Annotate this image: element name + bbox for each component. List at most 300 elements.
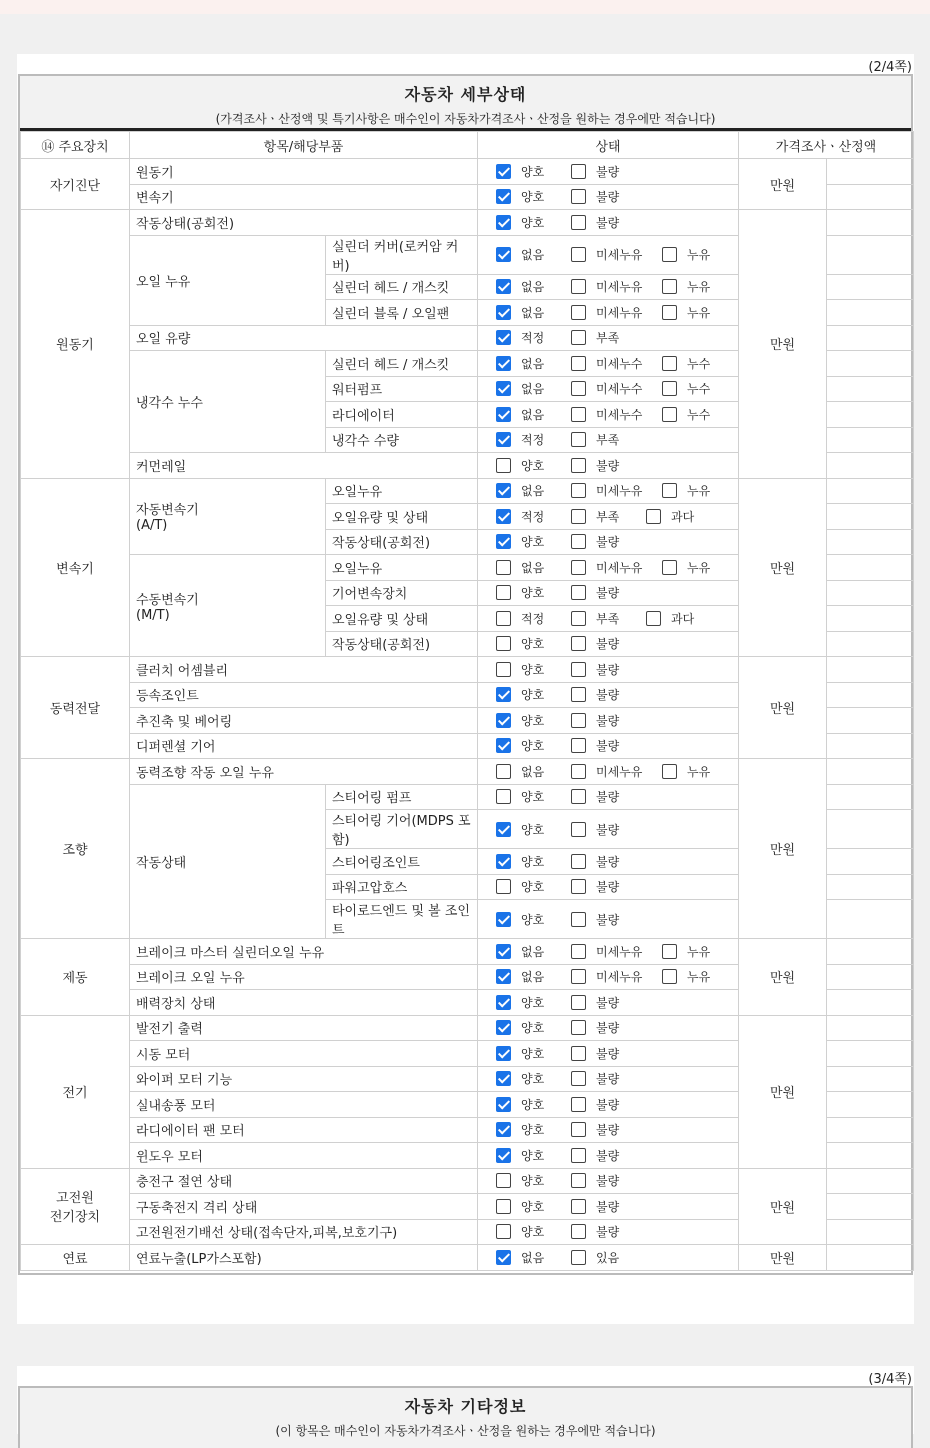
other-info-subtitle: (이 항목은 매수인이 자동차가격조사ㆍ산정을 원하는 경우에만 적습니다): [275, 1424, 656, 1438]
status-options: [478, 810, 739, 849]
checkbox-unchecked[interactable]: [662, 381, 677, 396]
checkbox-checked[interactable]: [496, 995, 511, 1010]
other-info-frame: [18, 1386, 913, 1448]
price-unit: 만원: [739, 759, 827, 939]
checkbox-unchecked[interactable]: [496, 879, 511, 894]
checkbox-unchecked[interactable]: [571, 713, 586, 728]
option-label: 양호: [521, 1097, 545, 1112]
item-name: 고전원전기배선 상태(접속단자,피복,보호기구): [130, 1219, 478, 1245]
price-input-cell[interactable]: [827, 849, 914, 875]
price-input-cell[interactable]: [827, 682, 914, 708]
price-input-cell[interactable]: [827, 529, 914, 555]
sub-item-name: 실린더 블록 / 오일팬: [326, 300, 478, 326]
sub-item-name: 워터펌프: [326, 376, 478, 402]
checkbox-unchecked[interactable]: [571, 611, 586, 626]
item-name: 커먼레일: [130, 453, 478, 479]
item-name: 변속기: [130, 184, 478, 210]
item-name: 작동상태: [130, 784, 326, 939]
price-input-cell[interactable]: [827, 427, 914, 453]
option-label: 누유: [687, 944, 711, 959]
price-input-cell[interactable]: [827, 351, 914, 377]
checkbox-unchecked[interactable]: [571, 1148, 586, 1163]
status-options: [478, 504, 739, 530]
price-input-cell[interactable]: [827, 453, 914, 479]
option-label: 불량: [596, 854, 620, 869]
device-name: 조향: [21, 759, 130, 939]
checkbox-unchecked[interactable]: [571, 1199, 586, 1214]
checkbox-checked[interactable]: [496, 189, 511, 204]
checkbox-unchecked[interactable]: [571, 215, 586, 230]
price-unit: 만원: [739, 657, 827, 759]
status-options: [478, 235, 739, 274]
checkbox-unchecked[interactable]: [646, 611, 661, 626]
checkbox-checked[interactable]: [496, 164, 511, 179]
option-label: 누유: [687, 280, 711, 295]
price-input-cell[interactable]: [827, 900, 914, 939]
device-name: 자기진단: [21, 159, 130, 210]
checkbox-unchecked[interactable]: [571, 1097, 586, 1112]
status-options: [478, 325, 739, 351]
item-name: 라디에이터 팬 모터: [130, 1117, 478, 1143]
status-options: [478, 478, 739, 504]
checkbox-checked[interactable]: [496, 1250, 511, 1265]
option-label: 적정: [521, 611, 545, 626]
checkbox-unchecked[interactable]: [571, 1250, 586, 1265]
option-label: 불량: [596, 790, 620, 805]
checkbox-unchecked[interactable]: [571, 912, 586, 927]
price-input-cell[interactable]: [827, 325, 914, 351]
checkbox-unchecked[interactable]: [571, 356, 586, 371]
option-label: 누유: [687, 305, 711, 320]
checkbox-unchecked[interactable]: [571, 164, 586, 179]
checkbox-checked[interactable]: [496, 1097, 511, 1112]
item-name: 등속조인트: [130, 682, 478, 708]
device-name: 고전원 전기장치: [21, 1168, 130, 1245]
status-options: [478, 657, 739, 683]
sub-item-name: 실린더 헤드 / 개스킷: [326, 351, 478, 377]
checkbox-unchecked[interactable]: [571, 789, 586, 804]
checkbox-checked[interactable]: [496, 944, 511, 959]
status-options: [478, 376, 739, 402]
checkbox-checked[interactable]: [496, 381, 511, 396]
option-label: 양호: [521, 1021, 545, 1036]
price-input-cell[interactable]: [827, 274, 914, 300]
checkbox-unchecked[interactable]: [571, 1046, 586, 1061]
checkbox-checked[interactable]: [496, 822, 511, 837]
option-label: 없음: [521, 356, 545, 371]
device-name: 연료: [21, 1245, 130, 1271]
checkbox-unchecked[interactable]: [571, 509, 586, 524]
option-label: 부족: [596, 331, 620, 346]
option-label: 미세누유: [596, 764, 643, 779]
checkbox-unchecked[interactable]: [571, 483, 586, 498]
option-label: 불량: [596, 1046, 620, 1061]
inspection-table: [20, 131, 914, 1271]
price-input-cell[interactable]: [827, 235, 914, 274]
device-name: 동력전달: [21, 657, 130, 759]
price-input-cell[interactable]: [827, 733, 914, 759]
item-name: 윈도우 모터: [130, 1143, 478, 1169]
checkbox-unchecked[interactable]: [496, 662, 511, 677]
option-label: 불량: [596, 586, 620, 601]
price-input-cell[interactable]: [827, 478, 914, 504]
price-input-cell[interactable]: [827, 810, 914, 849]
price-input-cell[interactable]: [827, 1117, 914, 1143]
checkbox-unchecked[interactable]: [571, 279, 586, 294]
page-number: (3/4쪽): [868, 1372, 912, 1387]
price-input-cell[interactable]: [827, 300, 914, 326]
price-input-cell[interactable]: [827, 1219, 914, 1245]
price-input-cell[interactable]: [827, 1194, 914, 1220]
option-label: 있음: [596, 1250, 620, 1265]
checkbox-checked[interactable]: [496, 305, 511, 320]
col-header-price: 가격조사ㆍ산정액: [739, 132, 914, 159]
table-row: [21, 210, 914, 236]
status-options: [478, 874, 739, 900]
table-row: [21, 939, 914, 965]
checkbox-unchecked[interactable]: [571, 1071, 586, 1086]
checkbox-unchecked[interactable]: [496, 1173, 511, 1188]
status-options: [478, 682, 739, 708]
checkbox-checked[interactable]: [496, 509, 511, 524]
option-label: 불량: [596, 912, 620, 927]
option-label: 불량: [596, 713, 620, 728]
status-options: [478, 210, 739, 236]
item-name: 브레이크 마스터 실린더오일 누유: [130, 939, 478, 965]
sub-item-name: 실린더 커버(로커암 커버): [326, 235, 478, 274]
price-input-cell[interactable]: [827, 964, 914, 990]
checkbox-unchecked[interactable]: [571, 687, 586, 702]
option-label: 누수: [687, 356, 711, 371]
checkbox-unchecked[interactable]: [662, 407, 677, 422]
form-subtitle: (가격조사ㆍ산정액 및 특기사항은 매수인이 자동차가격조사ㆍ산정을 원하는 경우에만 적습니다): [215, 112, 716, 126]
status-options: [478, 453, 739, 479]
checkbox-unchecked[interactable]: [662, 305, 677, 320]
price-input-cell[interactable]: [827, 1245, 914, 1271]
checkbox-checked[interactable]: [496, 279, 511, 294]
option-label: 양호: [521, 586, 545, 601]
checkbox-unchecked[interactable]: [496, 764, 511, 779]
option-label: 없음: [521, 305, 545, 320]
status-options: [478, 1143, 739, 1169]
price-input-cell[interactable]: [827, 210, 914, 236]
checkbox-checked[interactable]: [496, 330, 511, 345]
checkbox-unchecked[interactable]: [496, 789, 511, 804]
item-name: 시동 모터: [130, 1041, 478, 1067]
status-options: [478, 964, 739, 990]
option-label: 없음: [521, 944, 545, 959]
item-name: 클러치 어셈블리: [130, 657, 478, 683]
option-label: 양호: [521, 790, 545, 805]
checkbox-unchecked[interactable]: [571, 1224, 586, 1239]
other-info-title: 자동차 기타정보: [404, 1397, 527, 1416]
option-label: 미세누유: [596, 560, 643, 575]
price-input-cell[interactable]: [827, 631, 914, 657]
price-input-cell[interactable]: [827, 184, 914, 210]
option-label: 미세누유: [596, 970, 643, 985]
option-label: 없음: [521, 248, 545, 262]
price-input-cell[interactable]: [827, 1168, 914, 1194]
option-label: 불량: [596, 1097, 620, 1112]
option-label: 양호: [521, 688, 545, 703]
price-input-cell[interactable]: [827, 1015, 914, 1041]
item-name: 와이퍼 모터 기능: [130, 1066, 478, 1092]
price-unit: 만원: [739, 939, 827, 1016]
status-options: [478, 555, 739, 581]
option-label: 미세누유: [596, 248, 643, 262]
status-options: [478, 1066, 739, 1092]
item-name: 실내송풍 모터: [130, 1092, 478, 1118]
checkbox-unchecked[interactable]: [571, 738, 586, 753]
status-options: [478, 849, 739, 875]
option-label: 양호: [521, 1072, 545, 1087]
option-label: 양호: [521, 215, 545, 230]
checkbox-unchecked[interactable]: [496, 636, 511, 651]
option-label: 미세누유: [596, 280, 643, 295]
price-input-cell[interactable]: [827, 1041, 914, 1067]
option-label: 부족: [596, 433, 620, 448]
price-input-cell[interactable]: [827, 708, 914, 734]
status-options: [478, 631, 739, 657]
status-options: [478, 184, 739, 210]
sub-item-name: 오일유량 및 상태: [326, 504, 478, 530]
option-label: 미세누유: [596, 484, 643, 499]
status-options: [478, 708, 739, 734]
status-options: [478, 606, 739, 632]
checkbox-unchecked[interactable]: [571, 381, 586, 396]
status-options: [478, 990, 739, 1016]
checkbox-checked[interactable]: [496, 912, 511, 927]
status-options: [478, 580, 739, 606]
option-label: 양호: [521, 1174, 545, 1189]
table-row: [21, 1168, 914, 1194]
price-input-cell[interactable]: [827, 376, 914, 402]
checkbox-checked[interactable]: [496, 1046, 511, 1061]
checkbox-unchecked[interactable]: [571, 189, 586, 204]
other-info-header: [20, 1388, 911, 1448]
item-name: 디퍼렌셜 기어: [130, 733, 478, 759]
checkbox-unchecked[interactable]: [662, 279, 677, 294]
checkbox-checked[interactable]: [496, 1122, 511, 1137]
checkbox-unchecked[interactable]: [571, 330, 586, 345]
option-label: 불량: [596, 215, 620, 230]
checkbox-unchecked[interactable]: [662, 483, 677, 498]
checkbox-unchecked[interactable]: [571, 1173, 586, 1188]
checkbox-unchecked[interactable]: [662, 944, 677, 959]
checkbox-checked[interactable]: [496, 407, 511, 422]
checkbox-checked[interactable]: [496, 356, 511, 371]
detail-form-frame: [18, 74, 913, 1275]
option-label: 양호: [521, 1046, 545, 1061]
col-header-status: 상태: [478, 132, 739, 159]
price-input-cell[interactable]: [827, 784, 914, 810]
price-unit: 만원: [739, 478, 827, 657]
checkbox-unchecked[interactable]: [571, 432, 586, 447]
option-label: 불량: [596, 1174, 620, 1189]
checkbox-unchecked[interactable]: [571, 879, 586, 894]
checkbox-unchecked[interactable]: [571, 995, 586, 1010]
option-label: 적정: [521, 331, 545, 346]
option-label: 양호: [521, 458, 545, 473]
checkbox-unchecked[interactable]: [571, 247, 586, 262]
sub-item-name: 오일누유: [326, 478, 478, 504]
checkbox-unchecked[interactable]: [571, 560, 586, 575]
checkbox-checked[interactable]: [496, 1071, 511, 1086]
price-input-cell[interactable]: [827, 580, 914, 606]
checkbox-unchecked[interactable]: [496, 560, 511, 575]
sub-item-name: 실린더 헤드 / 개스킷: [326, 274, 478, 300]
checkbox-checked[interactable]: [496, 483, 511, 498]
checkbox-unchecked[interactable]: [571, 458, 586, 473]
option-label: 없음: [521, 484, 545, 499]
checkbox-checked[interactable]: [496, 432, 511, 447]
sub-item-name: 냉각수 수량: [326, 427, 478, 453]
option-label: 누수: [687, 407, 711, 422]
option-label: 부족: [596, 611, 620, 626]
option-label: 양호: [521, 1123, 545, 1138]
checkbox-unchecked[interactable]: [496, 585, 511, 600]
checkbox-checked[interactable]: [496, 534, 511, 549]
checkbox-unchecked[interactable]: [571, 969, 586, 984]
price-input-cell[interactable]: [827, 759, 914, 785]
price-input-cell[interactable]: [827, 939, 914, 965]
checkbox-unchecked[interactable]: [646, 509, 661, 524]
option-label: 불량: [596, 458, 620, 473]
checkbox-checked[interactable]: [496, 713, 511, 728]
sub-item-name: 타이로드엔드 및 볼 조인트: [326, 900, 478, 939]
price-input-cell[interactable]: [827, 990, 914, 1016]
option-label: 양호: [521, 912, 545, 927]
option-label: 누유: [687, 248, 711, 262]
checkbox-unchecked[interactable]: [571, 822, 586, 837]
option-label: 없음: [521, 764, 545, 779]
item-name: 브레이크 오일 누유: [130, 964, 478, 990]
sub-item-name: 스티어링 펌프: [326, 784, 478, 810]
price-input-cell[interactable]: [827, 874, 914, 900]
item-name: 발전기 출력: [130, 1015, 478, 1041]
checkbox-checked[interactable]: [496, 969, 511, 984]
checkbox-unchecked[interactable]: [571, 944, 586, 959]
checkbox-unchecked[interactable]: [571, 854, 586, 869]
checkbox-unchecked[interactable]: [571, 764, 586, 779]
option-label: 불량: [596, 1225, 620, 1240]
checkbox-checked[interactable]: [496, 854, 511, 869]
checkbox-checked[interactable]: [496, 247, 511, 262]
option-label: 불량: [596, 1199, 620, 1214]
price-unit: 만원: [739, 159, 827, 210]
item-name: 원동기: [130, 159, 478, 185]
price-input-cell[interactable]: [827, 159, 914, 185]
checkbox-unchecked[interactable]: [571, 636, 586, 651]
status-options: [478, 1092, 739, 1118]
option-label: 불량: [596, 688, 620, 703]
checkbox-unchecked[interactable]: [571, 534, 586, 549]
item-name: 수동변속기 (M/T): [130, 555, 326, 657]
price-input-cell[interactable]: [827, 657, 914, 683]
price-input-cell[interactable]: [827, 1066, 914, 1092]
option-label: 누유: [687, 764, 711, 779]
checkbox-checked[interactable]: [496, 738, 511, 753]
option-label: 불량: [596, 1148, 620, 1163]
item-name: 연료누출(LP가스포함): [130, 1245, 478, 1271]
checkbox-unchecked[interactable]: [571, 1020, 586, 1035]
checkbox-checked[interactable]: [496, 215, 511, 230]
table-header-row: [21, 132, 914, 159]
option-label: 불량: [596, 1072, 620, 1087]
table-row: [21, 478, 914, 504]
price-input-cell[interactable]: [827, 606, 914, 632]
sub-item-name: 작동상태(공회전): [326, 529, 478, 555]
device-name: 변속기: [21, 478, 130, 657]
checkbox-unchecked[interactable]: [571, 407, 586, 422]
option-label: 과다: [671, 509, 695, 524]
checkbox-unchecked[interactable]: [496, 1224, 511, 1239]
status-options: [478, 1194, 739, 1220]
price-unit: 만원: [739, 1168, 827, 1245]
item-name: 충전구 절연 상태: [130, 1168, 478, 1194]
status-options: [478, 1219, 739, 1245]
top-strip: [0, 0, 930, 14]
price-input-cell[interactable]: [827, 504, 914, 530]
status-options: [478, 900, 739, 939]
checkbox-unchecked[interactable]: [662, 356, 677, 371]
price-unit: 만원: [739, 1015, 827, 1168]
checkbox-unchecked[interactable]: [662, 764, 677, 779]
option-label: 없음: [521, 1250, 545, 1265]
checkbox-unchecked[interactable]: [662, 969, 677, 984]
option-label: 누수: [687, 382, 711, 397]
checkbox-unchecked[interactable]: [571, 585, 586, 600]
price-input-cell[interactable]: [827, 402, 914, 428]
checkbox-unchecked[interactable]: [571, 1122, 586, 1137]
sub-item-name: 기어변속장치: [326, 580, 478, 606]
checkbox-checked[interactable]: [496, 1020, 511, 1035]
table-row: [21, 159, 914, 185]
checkbox-unchecked[interactable]: [662, 247, 677, 262]
form-title: 자동차 세부상태: [404, 85, 527, 104]
option-label: 누유: [687, 560, 711, 575]
price-input-cell[interactable]: [827, 1092, 914, 1118]
checkbox-unchecked[interactable]: [571, 305, 586, 320]
option-label: 불량: [596, 1123, 620, 1138]
checkbox-unchecked[interactable]: [496, 611, 511, 626]
checkbox-unchecked[interactable]: [496, 458, 511, 473]
page-number: (2/4쪽): [868, 60, 912, 75]
checkbox-checked[interactable]: [496, 1148, 511, 1163]
col-header-item: 항목/해당부품: [130, 132, 478, 159]
sub-item-name: 파워고압호스: [326, 874, 478, 900]
status-options: [478, 402, 739, 428]
price-unit: 만원: [739, 1245, 827, 1271]
option-label: 양호: [521, 739, 545, 754]
option-label: 양호: [521, 1148, 545, 1163]
status-options: [478, 939, 739, 965]
checkbox-unchecked[interactable]: [662, 560, 677, 575]
page-2-sheet: [17, 54, 914, 1324]
sub-item-name: 스티어링조인트: [326, 849, 478, 875]
item-name: 배력장치 상태: [130, 990, 478, 1016]
price-input-cell[interactable]: [827, 1143, 914, 1169]
status-options: [478, 300, 739, 326]
status-options: [478, 1041, 739, 1067]
table-row: [21, 657, 914, 683]
checkbox-unchecked[interactable]: [496, 1199, 511, 1214]
option-label: 양호: [521, 822, 545, 837]
checkbox-unchecked[interactable]: [571, 662, 586, 677]
price-input-cell[interactable]: [827, 555, 914, 581]
checkbox-checked[interactable]: [496, 687, 511, 702]
device-name: 전기: [21, 1015, 130, 1168]
